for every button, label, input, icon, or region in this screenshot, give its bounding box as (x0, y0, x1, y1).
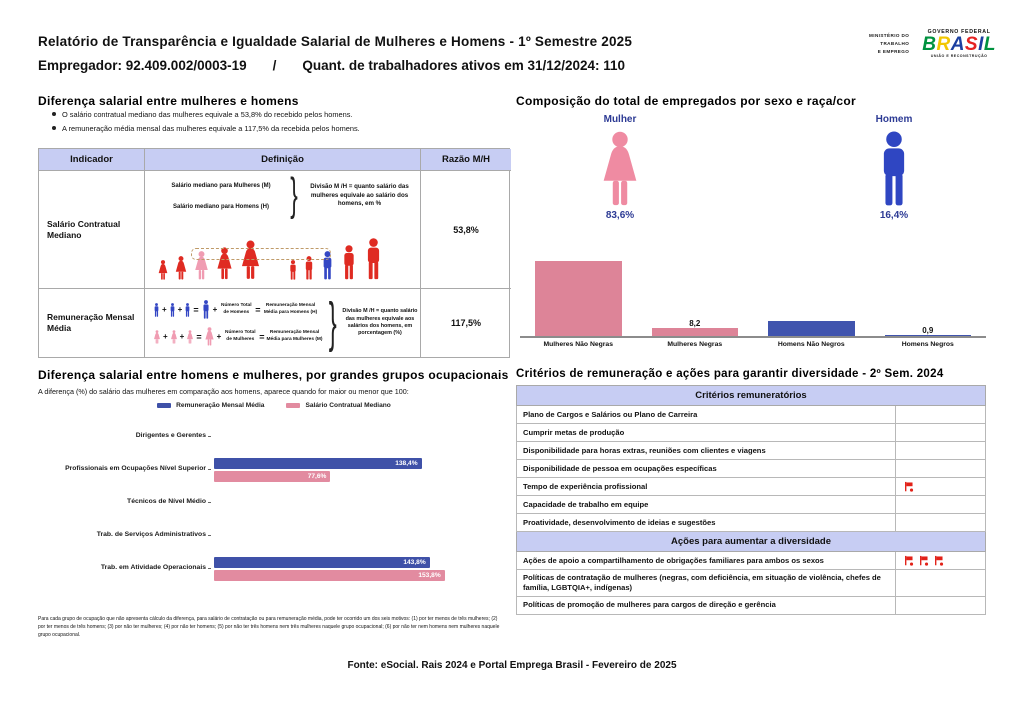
male-figure-icon-large (201, 300, 211, 319)
bar-slot-mulheres-negras (637, 250, 754, 336)
bullet-median-salary (52, 110, 360, 119)
source-footer: Fonte: eSocial. Rais 2024 e Portal Emprega Brasil - Fevereiro de 2025 (347, 660, 677, 671)
criteria-label: Cumprir metas de produção (523, 427, 625, 437)
criteria-label: Plano de Cargos e Salários ou Plano de Carreira (523, 409, 698, 419)
bar-slot-homens-negros (870, 250, 987, 336)
criteria-row (516, 597, 986, 615)
category-label: Homens Não Negros (777, 341, 845, 348)
composition-plot-area (520, 250, 986, 338)
bar (885, 335, 972, 336)
homem-label: Homem (875, 114, 913, 125)
red-flag-icon (933, 555, 944, 566)
bullet-dot-icon (52, 112, 56, 116)
criteria-flags-cell (895, 406, 985, 423)
red-flag-icon (903, 555, 914, 566)
criteria-label: Ações de apoio a compartilhamento de obrigações familiares para ambos os sexos (523, 555, 824, 565)
occ-row-dirigentes (38, 420, 512, 453)
criteria-label: Políticas de contratação de mulheres (negras, com deficiência, em situação de violência, chefes de família, LGBTQIA+, indígenas) (523, 573, 881, 592)
axis-tick (208, 469, 211, 470)
definition-note-avg: Divisão M /H = quanto salário das mulheres equivale aos salários dos homens, em porcentagem (%) (342, 308, 418, 337)
salary-diff-heading: Diferença salarial entre mulheres e homens (38, 94, 299, 108)
male-figure-icon (340, 245, 358, 280)
legend-label: Salário Contratual Mediano (305, 402, 391, 409)
category-label: Homens Negros (901, 341, 954, 348)
criteria-row (516, 424, 986, 442)
brasil-letter: L (983, 33, 996, 55)
equals-sign: = (196, 331, 202, 342)
indicator-avg-salary: Remuneração Mensal Média (39, 289, 145, 357)
red-flag-icon (918, 555, 929, 566)
bar-remuneracao-media (214, 458, 422, 469)
category-label: Mulheres Não Negras (543, 341, 613, 348)
category-label: Mulheres Negras (667, 341, 723, 348)
bar-slot-homens-nao-negros (753, 250, 870, 336)
homem-percentage: 16,4% (879, 210, 909, 221)
col-header-definicao: Definição (145, 149, 421, 171)
mulher-label: Mulher (603, 114, 637, 125)
government-logos (869, 30, 996, 59)
mulher-percentage: 83,6% (605, 210, 635, 221)
axis-tick (208, 436, 211, 437)
label-median-men: Salário mediano para Homens (H) (172, 203, 270, 210)
bullet-dot-icon (52, 126, 56, 130)
acoes-diversidade-band: Ações para aumentar a diversidade (516, 532, 986, 552)
female-figure-icon-large (204, 327, 215, 346)
col-header-indicador: Indicador (39, 149, 145, 171)
female-figure-icon (174, 256, 188, 280)
bar-group (214, 458, 422, 482)
bar-value-label: 0,9 (922, 326, 934, 336)
uniao-reconstrucao-label: UNIÃO E RECONSTRUÇÃO (930, 53, 988, 58)
bar (652, 328, 739, 336)
composition-bar-chart (520, 250, 986, 348)
bar-value-label: 143,8% (403, 558, 426, 566)
brasil-letter: A (950, 33, 965, 55)
bar-value-label: 8,2 (689, 318, 701, 328)
female-figure-icon (170, 330, 178, 344)
bar (535, 261, 622, 337)
category-label: Trab. de Serviços Administrativos (96, 531, 206, 539)
plus-sign: + (163, 332, 168, 341)
criteria-label: Políticas de promoção de mulheres para cargos de direção e gerência (523, 600, 776, 610)
criteria-table (516, 385, 986, 615)
criteria-row (516, 442, 986, 460)
definition-avg-salary (145, 289, 421, 357)
ministry-logo (869, 32, 909, 57)
legend-swatch-blue (157, 403, 171, 408)
bar-salario-mediano (214, 570, 445, 581)
axis-tick (208, 568, 211, 569)
criteria-flags-cell (895, 514, 985, 531)
category-label: Dirigentes e Gerentes (135, 432, 206, 440)
bar-value-label: 153,8% (418, 571, 441, 579)
salary-diff-bullets (52, 110, 360, 138)
criteria-row (516, 552, 986, 570)
female-figure-icon (186, 330, 194, 344)
male-figure-icon (288, 260, 298, 280)
occupational-legend (38, 402, 510, 409)
criteria-flags-cell (895, 442, 985, 459)
col-header-razao: Razão M/H (421, 149, 511, 171)
red-flag-icon (903, 481, 914, 492)
composition-category-labels (520, 338, 986, 348)
equals-sign: = (255, 304, 261, 315)
plus-sign: + (179, 332, 185, 341)
axis-tick (208, 502, 211, 503)
ministry-line1: MINISTÉRIO DO (869, 32, 910, 38)
criteria-row (516, 406, 986, 424)
subtitle-separator: / (272, 58, 277, 73)
label-median-women: Salário mediano para Mulheres (M) (171, 182, 271, 189)
female-figure-icon (157, 260, 169, 280)
male-composition-figure (852, 114, 936, 221)
criteria-label: Capacidade de trabalho em equipe (523, 499, 649, 509)
indicator-table (38, 148, 510, 358)
criteria-flags-cell (895, 597, 985, 614)
men-avg-label: Remuneração Mensal Média para Homens (H) (263, 303, 318, 315)
category-label: Profissionais em Ocupações Nível Superior (65, 465, 206, 473)
criteria-flags-cell (895, 424, 985, 441)
definition-median-salary (145, 171, 421, 289)
male-figure-icon (153, 303, 160, 317)
category-label: Técnicos de Nível Médio (127, 498, 206, 506)
legend-item-median (286, 402, 390, 409)
report-subtitle (38, 58, 625, 73)
criteria-row (516, 496, 986, 514)
category-label: Trab. em Atividade Operacionais (100, 564, 206, 572)
bar-salario-mediano (214, 471, 330, 482)
occ-row-atividade-operacionais (38, 552, 512, 585)
occ-row-tecnicos (38, 486, 512, 519)
bar-remuneracao-media (214, 557, 430, 568)
equals-sign: = (259, 331, 265, 342)
composition-heading: Composição do total de empregados por sexo e raça/cor (516, 94, 856, 108)
bar-value-label: 138,4% (395, 459, 418, 467)
plus-sign: + (216, 332, 222, 341)
female-figure-icon (153, 330, 161, 344)
criteria-label: Proatividade, desenvolvimento de ideias e sugestões (523, 517, 716, 527)
brasil-letter: R (936, 33, 951, 55)
male-figure-icon (184, 303, 191, 317)
criterios-remuneratorios-band: Critérios remuneratórios (516, 385, 986, 406)
plus-sign: + (162, 305, 167, 314)
governo-federal-label: GOVERNO FEDERAL (927, 29, 991, 35)
criteria-flags-cell (895, 552, 985, 569)
brasil-wordmark (922, 33, 996, 55)
male-figure-icon (169, 303, 176, 317)
bullet-text: A remuneração média mensal das mulheres equivale a 117,5% da recebida pelos homens. (62, 124, 360, 133)
criteria-label: Disponibilidade para horas extras, reuniões com clientes e viagens (523, 445, 766, 455)
occupational-subtitle: A diferença (%) do salário das mulheres em comparação aos homens, aparece quando for maior ou menor que 100: (38, 387, 409, 396)
bar (768, 321, 855, 337)
ministry-line2: TRABALHO (880, 41, 910, 47)
criteria-row (516, 460, 986, 478)
plus-sign: + (177, 305, 183, 314)
bullet-text: O salário contratual mediano das mulheres equivale a 53,8% do recebido pelos homens. (62, 110, 353, 119)
ratio-median-salary: 53,8% (421, 171, 511, 289)
definition-note-median: Divisão M /H = quanto salário das mulheres equivale ao salário dos homens, em % (310, 183, 409, 208)
axis-tick (208, 535, 211, 536)
occupational-bar-chart (38, 420, 512, 585)
female-composition-figure (578, 114, 662, 221)
legend-label: Remuneração Mensal Média (176, 402, 265, 409)
criteria-flags-cell (895, 570, 985, 596)
plus-sign: + (212, 305, 218, 314)
criteria-flags-cell (895, 460, 985, 477)
women-total-label: Número Total de Mulheres (225, 330, 256, 342)
legend-item-avg (157, 402, 264, 409)
bullet-avg-salary (52, 124, 360, 133)
brasil-letter: B (922, 33, 937, 55)
brasil-letter: S (964, 33, 979, 55)
criteria-row (516, 570, 986, 597)
legend-swatch-pink (286, 403, 300, 408)
occupational-heading: Diferença salarial entre homens e mulheres, por grandes grupos ocupacionais (38, 368, 509, 382)
occ-row-profissionais (38, 453, 512, 486)
report-title: Relatório de Transparência e Igualdade Salarial de Mulheres e Homens - 1º Semestre 2025 (38, 34, 633, 49)
ratio-avg-salary: 117,5% (450, 318, 482, 328)
brasil-logo (922, 30, 996, 59)
criteria-flags-cell (895, 478, 985, 495)
ministry-line3: E EMPREGO (877, 49, 910, 55)
occupational-footnote: Para cada grupo de ocupação que não apresenta cálculo da diferença, para salário de contratação ou para remuneração média, pode ter ocorrido um dos seis motivos: (1) por ter menos de três mulheres; (2) por ter menos de três homens; (3) por não ter mulheres; (4) por não ter homens; (5) por não ter três homens nem três mulheres naquele grupo ocupacional; (6) por não ter nem homens nem mulheres naquele grupo ocupacional. (38, 616, 500, 638)
bar-slot-mulheres-nao-negras (520, 250, 637, 336)
bar-group (214, 557, 445, 581)
women-avg-label: Remuneração Mensal Média para Mulheres (M) (266, 330, 323, 342)
criteria-label: Tempo de experiência profissional (523, 481, 648, 491)
men-average-formula (153, 300, 323, 319)
female-icon (598, 131, 642, 207)
brace-glyph: } (328, 291, 337, 353)
indicator-median-salary: Salário Contratual Mediano (39, 171, 145, 289)
criteria-flags-cell (895, 496, 985, 513)
median-comparison-dashed-link (191, 248, 331, 260)
brace-glyph: } (290, 170, 298, 220)
criteria-row (516, 478, 986, 496)
men-total-label: Número Total de Homens (221, 303, 252, 315)
male-icon (875, 131, 913, 207)
women-average-formula (153, 327, 323, 346)
employer-id: Empregador: 92.409.002/0003-19 (38, 58, 247, 73)
equals-sign: = (193, 304, 199, 315)
occ-row-servicos-administrativos (38, 519, 512, 552)
criteria-row (516, 514, 986, 532)
criteria-heading: Critérios de remuneração e ações para garantir diversidade - 2º Sem. 2024 (516, 368, 944, 380)
active-workers-count: Quant. de trabalhadores ativos em 31/12/2024: 110 (302, 58, 626, 73)
criteria-label: Disponibilidade de pessoa em ocupações específicas (523, 463, 717, 473)
bar-value-label: 77,6% (307, 472, 327, 480)
male-figure-icon (363, 238, 384, 280)
brasil-letter: I (978, 33, 984, 55)
female-figure-icon (239, 240, 262, 280)
